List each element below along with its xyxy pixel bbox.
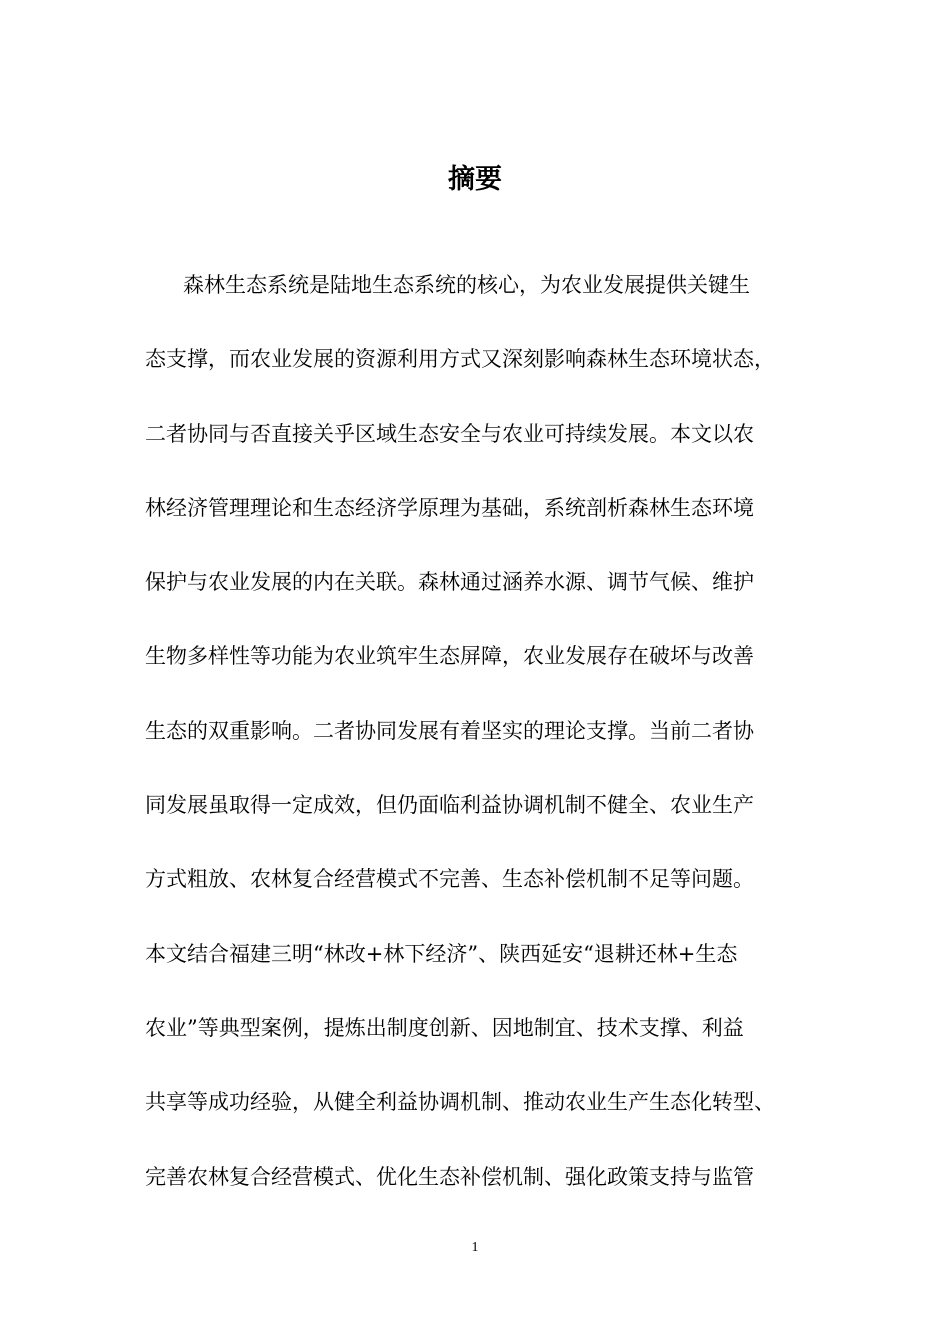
abstract-line-7: 生态的双重影响。二者协同发展有着坚实的理论支撑。当前二者协: [145, 718, 754, 743]
abstract-body: [145, 248, 825, 1214]
page-number: 1: [471, 1240, 479, 1255]
abstract-line-9: 方式粗放、农林复合经营模式不完善、生态补偿机制不足等问题。: [145, 867, 754, 892]
abstract-line-3: 二者协同与否直接关乎区域生态安全与农业可持续发展。本文以农: [145, 421, 754, 446]
abstract-line-13: 完善农林复合经营模式、优化生态补偿机制、强化政策支持与监管: [145, 1164, 754, 1189]
abstract-line-2: 态支撑，而农业发展的资源利用方式又深刻影响森林生态环境状态，: [145, 347, 775, 372]
abstract-line-1: 森林生态系统是陆地生态系统的核心，为农业发展提供关键生: [183, 273, 750, 297]
abstract-line-5: 保护与农业发展的内在关联。森林通过涵养水源、调节气候、维护: [145, 570, 754, 595]
abstract-line-8: 同发展虽取得一定成效，但仍面临利益协调机制不健全、农业生产: [145, 793, 754, 818]
abstract-line-4: 林经济管理理论和生态经济学原理为基础，系统剖析森林生态环境: [145, 495, 754, 520]
abstract-line-12: 共享等成功经验，从健全利益协调机制、推动农业生产生态化转型、: [145, 1090, 775, 1115]
abstract-line-6: 生物多样性等功能为农业筑牢生态屏障，农业发展存在破坏与改善: [145, 644, 754, 669]
abstract-title: 摘要: [448, 164, 502, 195]
abstract-line-11: 农业”等典型案例，提炼出制度创新、因地制宜、技术支撑、利益: [145, 1015, 744, 1040]
abstract-line-10: 本文结合福建三明“林改+林下经济”、陕西延安“退耕还林+生态: [145, 941, 738, 966]
